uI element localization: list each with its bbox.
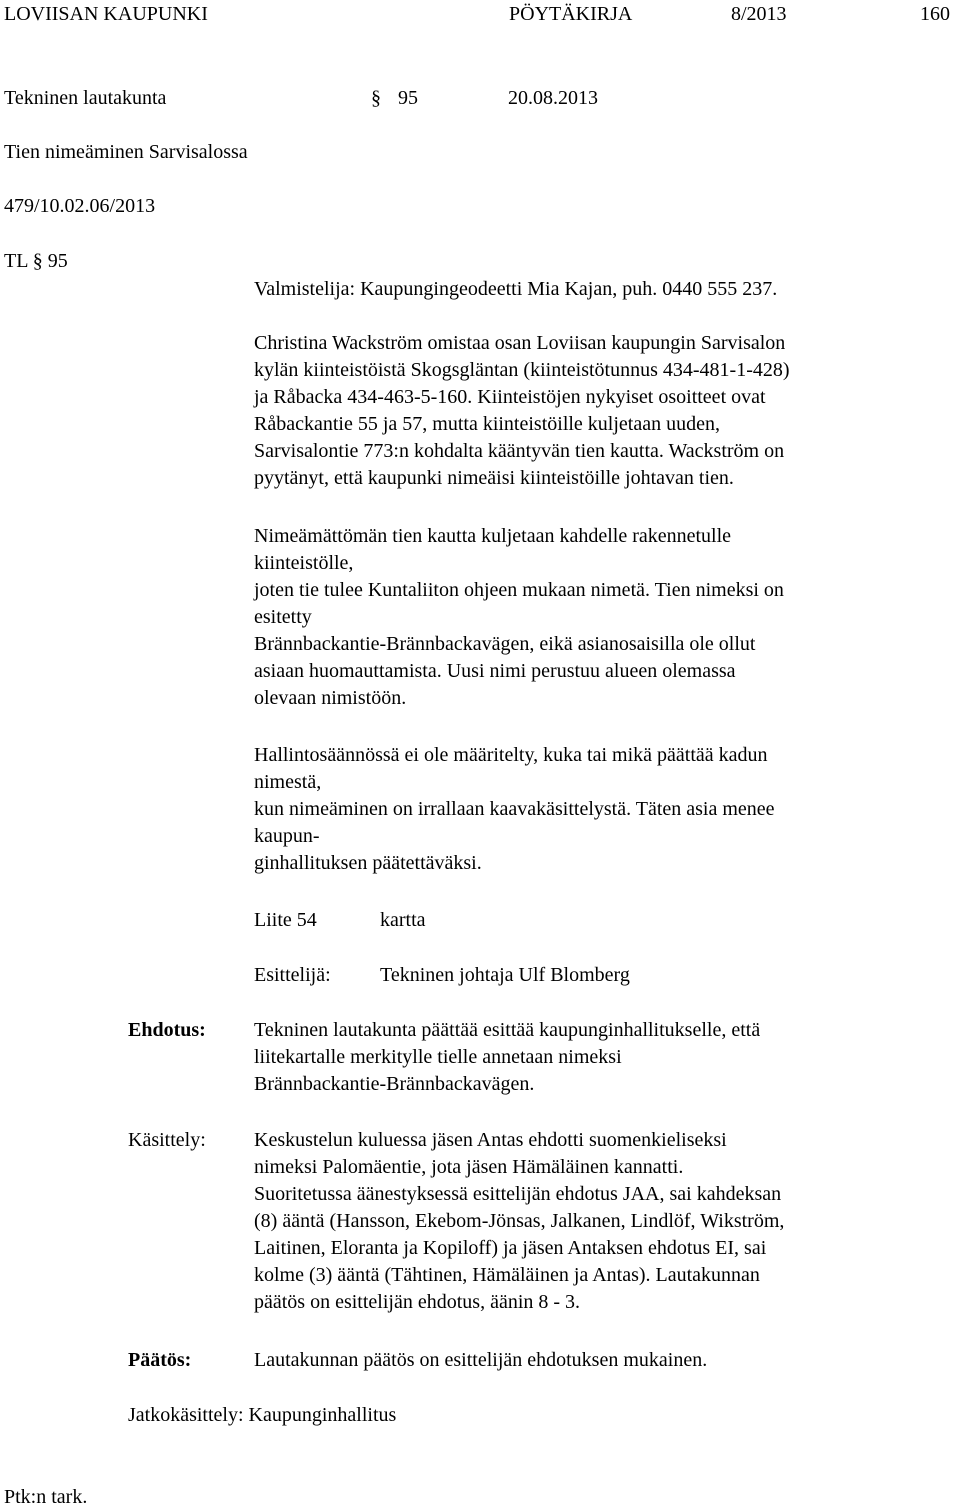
paragraph-line: ja Råbacka 434-463-5-160. Kiinteistöjen nykyiset osoitteet ovat	[254, 386, 766, 408]
handling-line: (8) ääntä (Hansson, Ekebom-Jönsas, Jalkanen, Lindlöf, Wikström,	[254, 1210, 785, 1232]
paragraph-road-name	[254, 523, 954, 712]
reference-symbol: §	[32, 250, 43, 272]
presenter-value: Tekninen johtaja Ulf Blomberg	[380, 964, 630, 986]
meeting-body: Tekninen lautakunta	[4, 87, 167, 109]
meeting-date: 20.08.2013	[508, 87, 598, 109]
paragraph-line: kiinteistölle,	[254, 552, 354, 574]
paragraph-line: esitetty	[254, 606, 312, 628]
preparer-line: Valmistelija: Kaupungingeodeetti Mia Kajan, puh. 0440 555 237.	[254, 278, 778, 300]
paragraph-line: asiaan huomauttamista. Uusi nimi perustuu alueen olemassa	[254, 660, 736, 682]
paragraph-line: kun nimeäminen on irrallaan kaavakäsittelystä. Täten asia menee	[254, 798, 775, 820]
paragraph-line: nimestä,	[254, 771, 322, 793]
handling-line: Keskustelun kuluessa jäsen Antas ehdotti suomenkieliseksi	[254, 1129, 727, 1151]
paragraph-line: Sarvisalontie 773:n kohdalta kääntyvän tien kautta. Wackström on	[254, 440, 785, 462]
document-type: PÖYTÄKIRJA	[509, 3, 633, 25]
handling-line: päätös on esittelijän ehdotus, äänin 8 - 3.	[254, 1291, 581, 1313]
section-symbol: §	[371, 87, 381, 109]
handling-text	[254, 1127, 954, 1316]
proposal-line: liitekartalle merkitylle tielle annetaan nimeksi	[254, 1046, 622, 1068]
proposal-line: Brännbackantie-Brännbackavägen.	[254, 1073, 535, 1095]
proposal-line: Tekninen lautakunta päättää esittää kaupunginhallitukselle, että	[254, 1019, 761, 1041]
paragraph-authority	[254, 742, 954, 877]
paragraph-line: Nimeämättömän tien kautta kuljetaan kahdelle rakennetulle	[254, 525, 732, 547]
presenter-label: Esittelijä:	[254, 964, 331, 986]
paragraph-line: Christina Wackström omistaa osan Loviisan kaupungin Sarvisalon	[254, 332, 786, 354]
handling-label: Käsittely:	[128, 1129, 206, 1151]
reference-number: 95	[47, 250, 68, 272]
decision-label: Päätös:	[128, 1349, 192, 1371]
page-number: 160	[920, 3, 950, 25]
city-name: LOVIISAN KAUPUNKI	[4, 3, 208, 25]
section-number: 95	[398, 87, 418, 109]
proposal-label: Ehdotus:	[128, 1019, 206, 1041]
paragraph-line: joten tie tulee Kuntaliiton ohjeen mukaan nimetä. Tien nimeksi on	[254, 579, 784, 601]
paragraph-line: ginhallituksen päätettäväksi.	[254, 852, 482, 874]
handling-line: nimeksi Palomäentie, jota jäsen Hämäläinen kannatti.	[254, 1156, 684, 1178]
paragraph-line: Råbackantie 55 ja 57, mutta kiinteistöille kuljetaan uuden,	[254, 413, 720, 435]
reference	[4, 248, 68, 275]
further-handling: Jatkokäsittely: Kaupunginhallitus	[128, 1404, 397, 1426]
case-number: 479/10.02.06/2013	[4, 195, 156, 217]
issue-number: 8/2013	[731, 3, 787, 25]
paragraph-line: Hallintosäännössä ei ole määritelty, kuka tai mikä päättää kadun	[254, 744, 768, 766]
decision-text: Lautakunnan päätös on esittelijän ehdotuksen mukainen.	[254, 1349, 708, 1371]
handling-line: Laitinen, Eloranta ja Kopiloff) ja jäsen Antaksen ehdotus EI, sai	[254, 1237, 767, 1259]
paragraph-line: kylän kiinteistöistä Skogsgläntan (kiinteistötunnus 434-481-1-428)	[254, 359, 790, 381]
reference-prefix: TL	[4, 250, 28, 272]
paragraph-background	[254, 330, 954, 492]
attachment-label: Liite 54	[254, 909, 317, 931]
handling-line: Suoritetussa äänestyksessä esittelijän ehdotus JAA, sai kahdeksan	[254, 1183, 782, 1205]
page-title: Tien nimeäminen Sarvisalossa	[4, 141, 248, 163]
attachment-value: kartta	[380, 909, 426, 931]
footer-check: Ptk:n tark.	[4, 1486, 88, 1508]
handling-line: kolme (3) ääntä (Tähtinen, Hämäläinen ja Antas). Lautakunnan	[254, 1264, 760, 1286]
paragraph-line: kaupun-	[254, 825, 320, 847]
paragraph-line: olevaan nimistöön.	[254, 687, 407, 709]
paragraph-line: Brännbackantie-Brännbackavägen, eikä asianosaisilla ole ollut	[254, 633, 756, 655]
paragraph-line: pyytänyt, että kaupunki nimeäisi kiinteistöille johtavan tien.	[254, 467, 734, 489]
proposal-text	[254, 1017, 954, 1098]
